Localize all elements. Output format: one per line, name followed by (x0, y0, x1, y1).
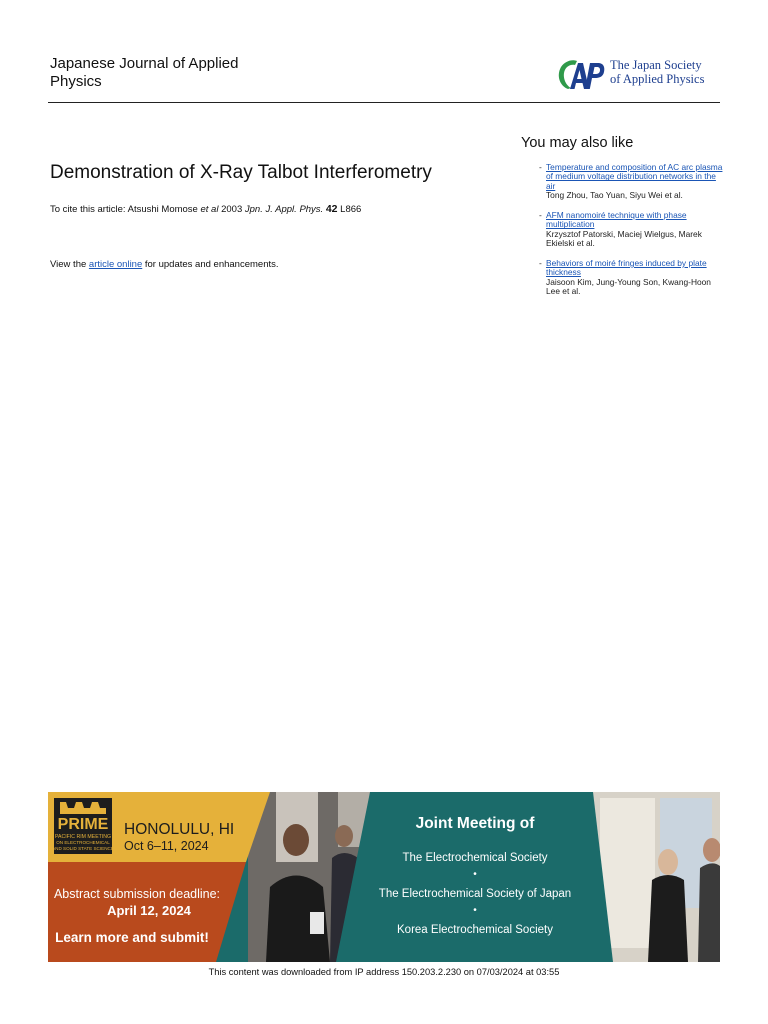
citation-etal: et al (200, 204, 219, 215)
citation-journal: Jpn. J. Appl. Phys. (244, 204, 324, 215)
view-prefix: View the (50, 259, 89, 270)
list-dash: - (539, 210, 542, 220)
journal-name-line1: Japanese Journal of Applied (50, 55, 239, 72)
citation-page: L866 (337, 204, 362, 215)
prime-logo-sub2: ON ELECTROCHEMICAL (56, 840, 110, 845)
banner-deadline-label: Abstract submission deadline: (53, 887, 221, 901)
banner-bullet: • (473, 869, 477, 880)
related-article-link[interactable]: AFM nanomoiré technique with phase multiplication (546, 210, 687, 230)
you-may-also-like-heading: You may also like (521, 135, 634, 151)
citation (50, 203, 361, 215)
banner-bullet: • (473, 905, 477, 916)
citation-volume: 42 (325, 203, 338, 215)
journal-name (50, 55, 290, 91)
prime-logo-sub1: PACIFIC RIM MEETING (54, 834, 112, 840)
society-logo[interactable] (554, 56, 724, 92)
article-online-link[interactable]: article online (88, 259, 143, 270)
related-article (539, 259, 724, 297)
banner-location: HONOLULU, HI (124, 821, 235, 838)
banner-joint-heading: Joint Meeting of (415, 815, 535, 832)
view-suffix: for updates and enhancements. (142, 259, 279, 270)
banner-org-1: The Electrochemical Society (402, 852, 548, 864)
attendee-body (698, 863, 720, 962)
banner-cta[interactable]: Learn more and submit! (55, 930, 209, 945)
banner-dates: Oct 6–11, 2024 (124, 839, 209, 853)
presenter-body (648, 875, 688, 962)
related-article-authors: Jaisoon Kim, Jung-Young Son, Kwang-Hoon Lee et al. (546, 276, 711, 297)
advertisement-banner[interactable] (48, 792, 720, 962)
header-divider (48, 102, 720, 103)
related-article-authors: Krzysztof Patorski, Maciej Wielgus, Marek Ekielski et al. (546, 228, 702, 249)
presenter-head (658, 849, 678, 875)
society-name-line1: The Japan Society (610, 58, 702, 72)
banner-artwork (48, 792, 720, 962)
download-notice: This content was downloaded from IP address 150.203.2.230 on 07/03/2024 at 03:55 (208, 967, 560, 977)
related-article-link[interactable]: Behaviors of moiré fringes induced by plate thickness (546, 258, 707, 278)
banner-org-3: Korea Electrochemical Society (397, 924, 553, 936)
journal-name-line2: Physics (50, 73, 102, 90)
related-article (539, 163, 724, 201)
related-article (539, 211, 724, 249)
society-name-line2: of Applied Physics (610, 72, 705, 86)
attendee-badge (310, 912, 324, 934)
society-name (610, 58, 704, 86)
citation-year: 2003 (218, 204, 245, 215)
prime-logo-word: PRIME (57, 816, 109, 833)
banner-org-2: The Electrochemical Society of Japan (378, 888, 572, 900)
attendee-head (335, 825, 353, 847)
related-article-authors: Tong Zhou, Tao Yuan, Siyu Wei et al. (546, 190, 683, 201)
jsap-logo-icon (554, 56, 606, 92)
citation-prefix: To cite this article: Atsushi Momose (50, 204, 201, 215)
attendee-head (283, 824, 309, 856)
banner-deadline-date: April 12, 2024 (107, 903, 191, 918)
prime-logo-sub3: AND SOLID STATE SCIENCE (52, 846, 114, 851)
list-dash: - (539, 162, 542, 172)
related-article-link[interactable]: Temperature and composition of AC arc plasma of medium voltage distribution networks in the air (546, 162, 723, 191)
article-title: Demonstration of X-Ray Talbot Interferometry (50, 162, 432, 183)
list-dash: - (539, 258, 542, 268)
view-online-line (50, 259, 279, 270)
